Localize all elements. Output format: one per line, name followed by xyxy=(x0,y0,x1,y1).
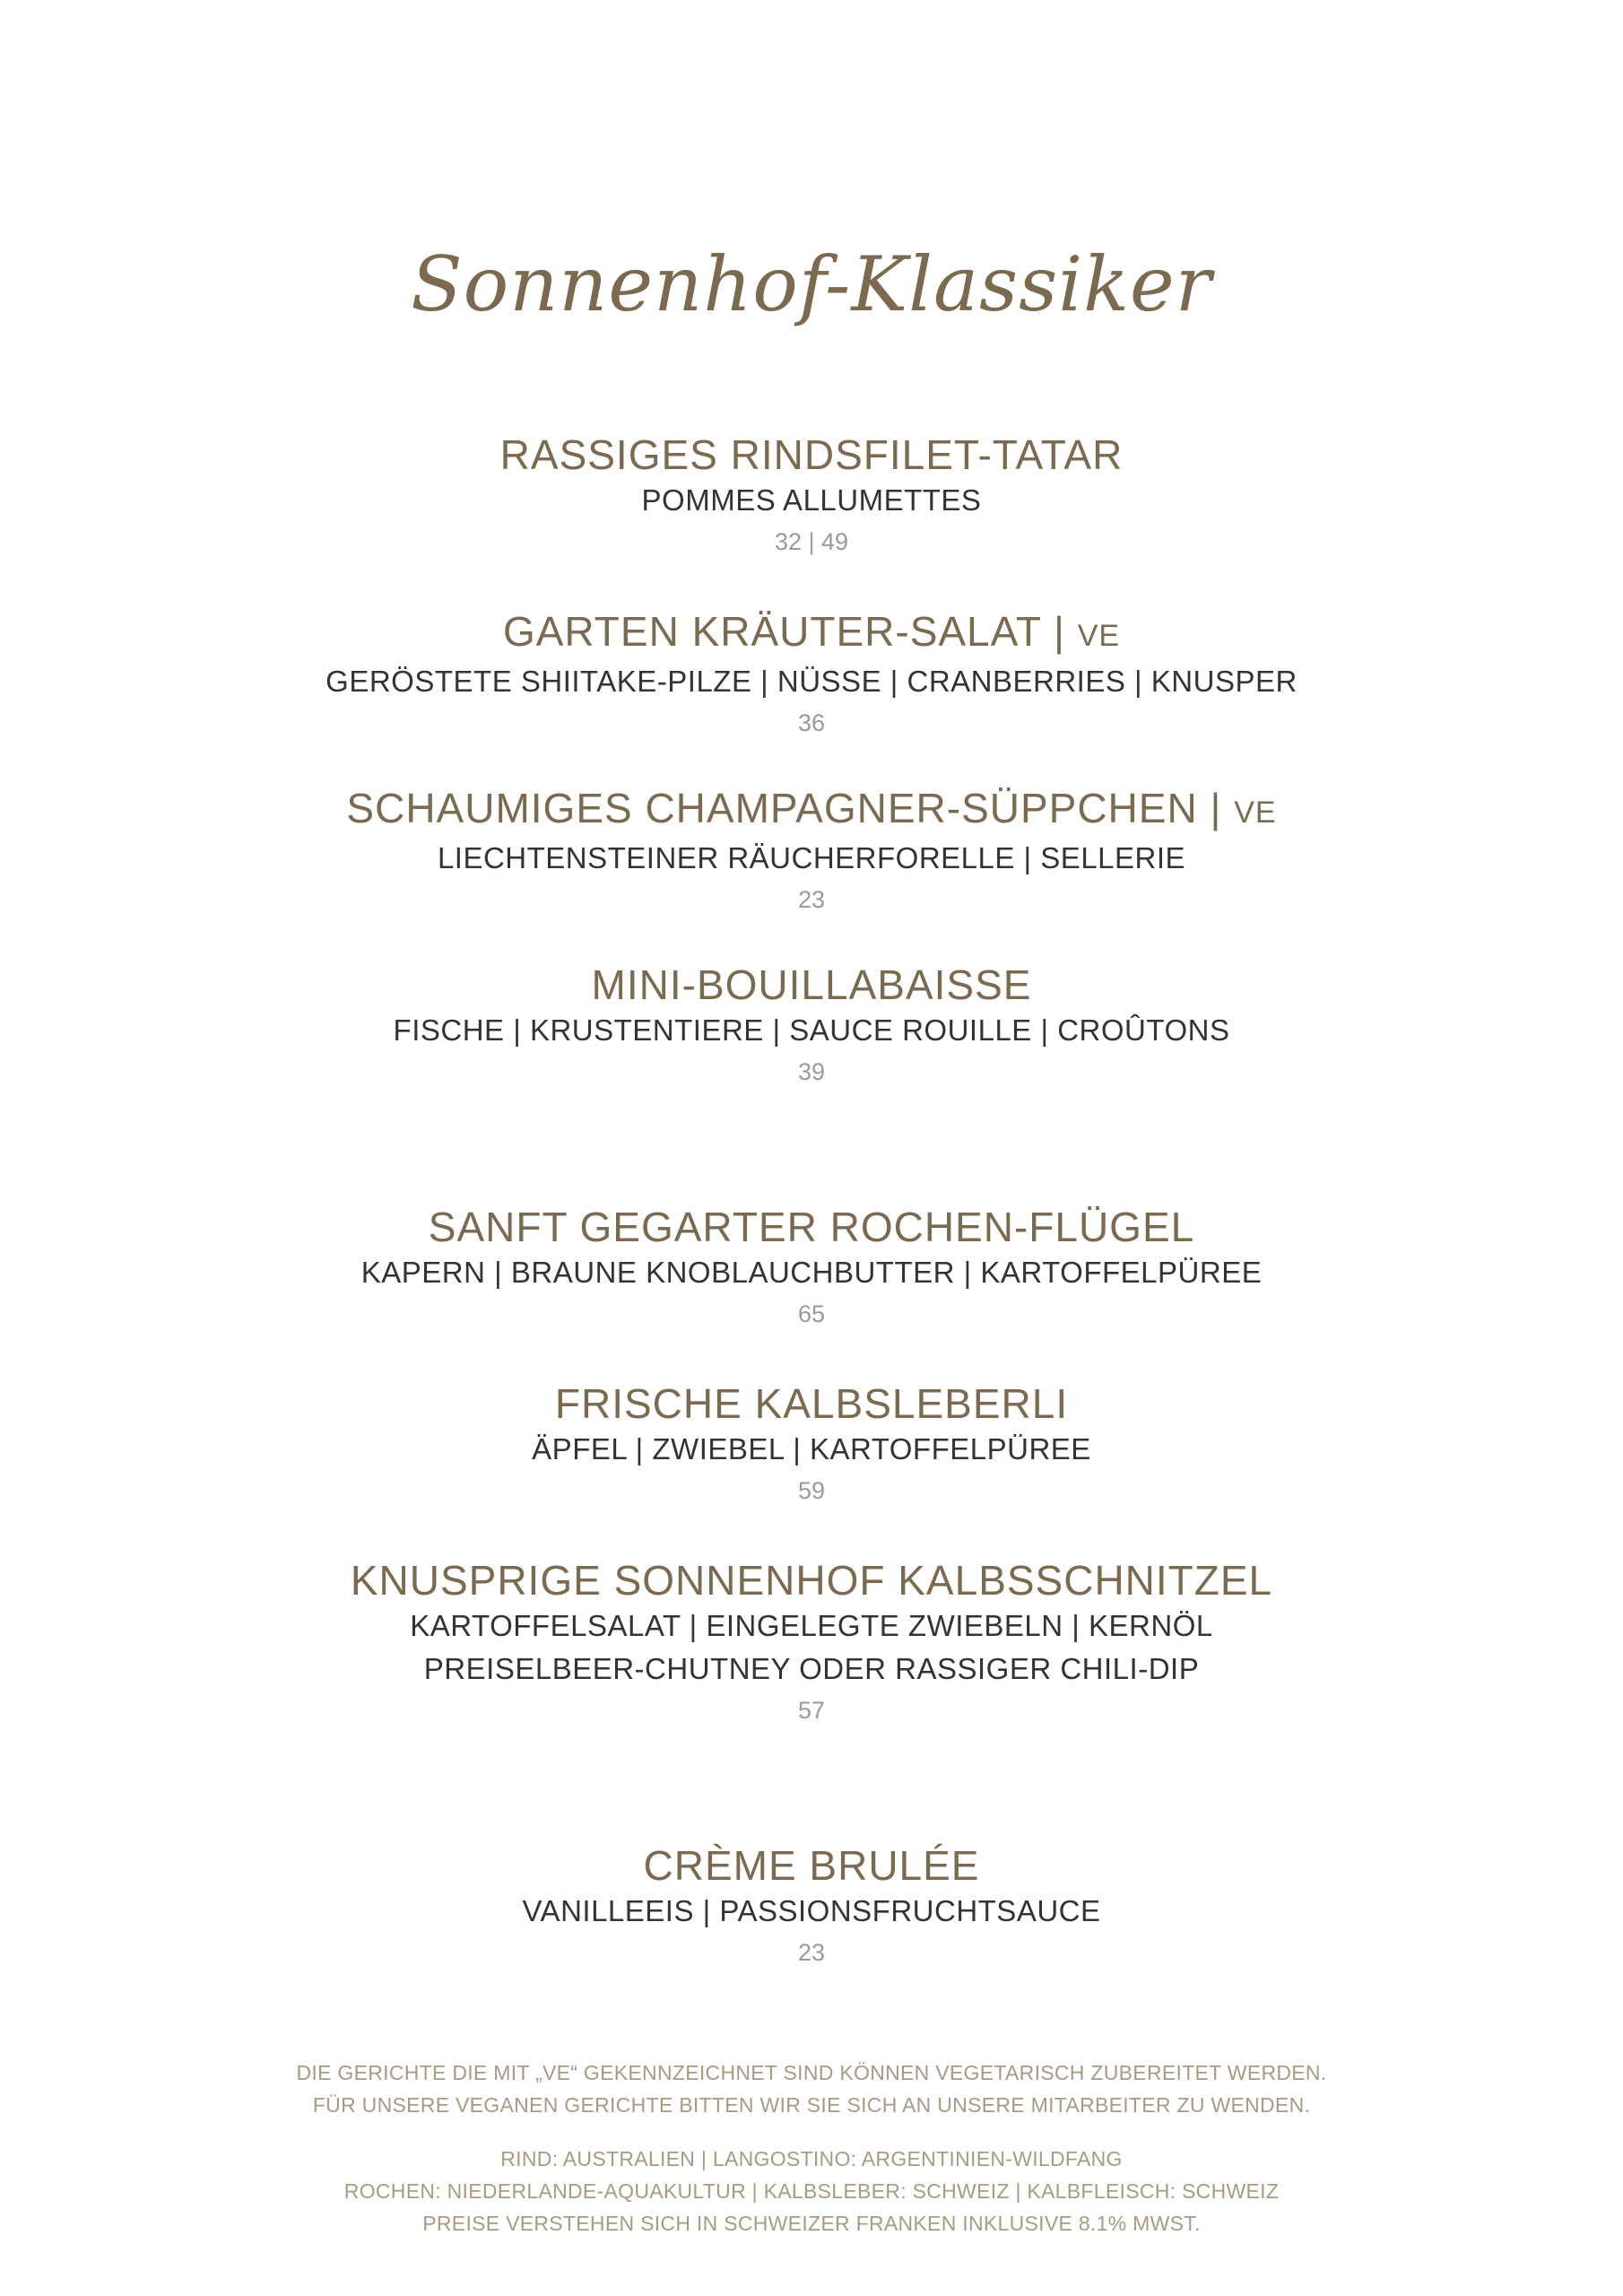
dish-item xyxy=(0,1379,1623,1510)
dish-price: 23 xyxy=(797,886,826,913)
dish-description: KAPERN | BRAUNE KNOBLAUCHBUTTER | KARTOFFELPÜREE xyxy=(360,1256,1263,1289)
dish-name-text: FRISCHE KALBSLEBERLI xyxy=(554,1380,1069,1427)
dish-description: LIECHTENSTEINER RÄUCHERFORELLE | SELLERIE xyxy=(437,841,1186,874)
dish-price: 65 xyxy=(797,1300,826,1327)
dish-name xyxy=(0,1203,1623,1251)
dish-description: GERÖSTETE SHIITAKE-PILZE | NÜSSE | CRANBERRIES | KNUSPER xyxy=(325,665,1298,698)
dish-name-text: SANFT GEGARTER ROCHEN-FLÜGEL xyxy=(428,1204,1195,1250)
dish-name-text: GARTEN KRÄUTER-SALAT | xyxy=(502,608,1078,655)
dish-price: 57 xyxy=(797,1697,826,1724)
dish-price: 32 | 49 xyxy=(774,528,849,555)
dish-description: PREISELBEER-CHUTNEY ODER RASSIGER CHILI-DIP xyxy=(423,1652,1200,1685)
page-title: Sonnenhof-Klassiker xyxy=(411,240,1212,328)
dish-price: 59 xyxy=(797,1477,826,1504)
ve-tag: VE xyxy=(1234,796,1277,830)
footer-notes xyxy=(0,2057,1623,2121)
dish-name xyxy=(0,1379,1623,1428)
dish-item xyxy=(0,430,1623,561)
dish-price: 23 xyxy=(797,1939,826,1966)
dish-description: POMMES ALLUMETTES xyxy=(641,483,982,517)
dish-name-text: CRÈME BRULÉE xyxy=(643,1842,980,1889)
ve-tag: VE xyxy=(1077,619,1121,653)
price-note: PREISE VERSTEHEN SICH IN SCHWEIZER FRANKEN INKLUSIVE 8.1% MWST. xyxy=(422,2212,1201,2235)
footer-origin xyxy=(0,2143,1623,2239)
origin-line: ROCHEN: NIEDERLANDE-AQUAKULTUR | KALBSLEBER: SCHWEIZ | KALBFLEISCH: SCHWEIZ xyxy=(343,2179,1280,2203)
dish-name xyxy=(0,607,1623,660)
dish-item xyxy=(0,607,1623,743)
dish-description: KARTOFFELSALAT | EINGELEGTE ZWIEBELN | KERNÖL xyxy=(410,1609,1213,1642)
dish-item xyxy=(0,1556,1623,1730)
dish-name-text: RASSIGES RINDSFILET-TATAR xyxy=(499,431,1124,478)
dish-name xyxy=(0,430,1623,479)
dish-name xyxy=(0,1556,1623,1605)
footer-note: DIE GERICHTE DIE MIT „VE“ GEKENNZEICHNET SIND KÖNNEN VEGETARISCH ZUBEREITET WERDEN. xyxy=(296,2061,1327,2084)
dish-name-text: SCHAUMIGES CHAMPAGNER-SÜPPCHEN | xyxy=(346,785,1235,831)
dish-item xyxy=(0,1841,1623,1972)
dish-description: ÄPFEL | ZWIEBEL | KARTOFFELPÜREE xyxy=(532,1432,1091,1465)
dish-price: 39 xyxy=(797,1058,826,1085)
dish-description: VANILLEEIS | PASSIONSFRUCHTSAUCE xyxy=(522,1894,1101,1927)
dish-item xyxy=(0,961,1623,1091)
footer-note: FÜR UNSERE VEGANEN GERICHTE BITTEN WIR SIE SICH AN UNSERE MITARBEITER ZU WENDEN. xyxy=(312,2093,1311,2117)
dish-description: FISCHE | KRUSTENTIERE | SAUCE ROUILLE | CROÛTONS xyxy=(393,1013,1230,1047)
dish-price: 36 xyxy=(797,709,826,736)
dish-name-text: MINI-BOUILLABAISSE xyxy=(591,961,1032,1008)
dish-name xyxy=(0,961,1623,1009)
dish-name-text: KNUSPRIGE SONNENHOF KALBSSCHNITZEL xyxy=(350,1557,1273,1604)
dish-item xyxy=(0,1203,1623,1334)
dish-item xyxy=(0,784,1623,919)
dish-name xyxy=(0,784,1623,837)
origin-line: RIND: AUSTRALIEN | LANGOSTINO: ARGENTINIEN-WILDFANG xyxy=(500,2147,1123,2170)
dish-name xyxy=(0,1841,1623,1890)
